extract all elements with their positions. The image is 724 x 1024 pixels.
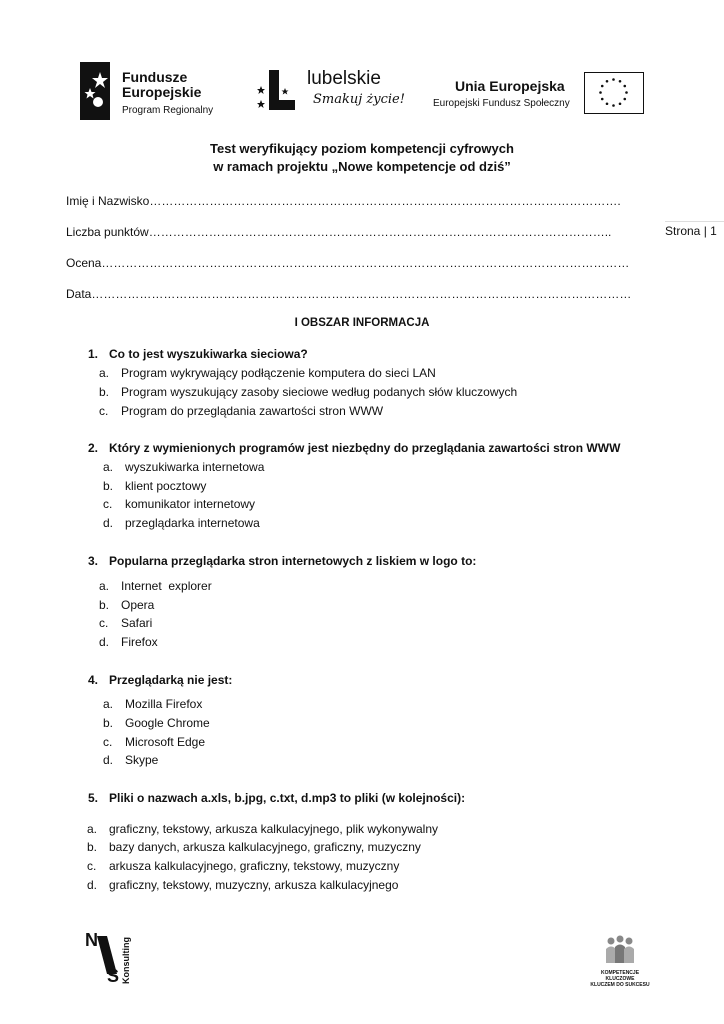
page-side-rule [665,221,724,222]
q5-option-d: d. graficzny, tekstowy, muzyczny, arkusza kalkulacyjnego [87,878,399,892]
question-number: 2. [88,441,99,455]
fe-star-mark-icon [80,62,110,120]
lubelskie-slogan: Smakuj życie! [313,92,405,107]
kk-line1: KOMPETENCJE KLUCZOWE [600,970,640,982]
lubelskie-l-icon [255,68,301,114]
question-text: Przeglądarką nie jest: [109,673,233,687]
kk-line2: KLUCZEM DO SUKCESU [590,982,650,988]
q2-option-b: b. klient pocztowy [103,479,207,493]
ns-konsulting-logo [83,928,138,986]
question-text: Co to jest wyszukiwarka sieciowa? [109,347,308,361]
name-field: Imię i Nazwisko………………………………………………………………………………………………………. [66,194,621,208]
people-group-icon [603,935,637,965]
question-number: 4. [88,673,99,687]
document-title [0,140,724,176]
q2-option-c: c. komunikator internetowy [103,497,256,511]
kompetencje-kluczowe-logo [590,935,650,988]
fe-line2: Europejskie [122,84,202,100]
date-field: Data……………………………………………………………………………………………………………………… [66,287,632,301]
svg-text:N: N [85,930,98,950]
question-4 [88,673,232,687]
q4-option-d: d. Skype [103,753,159,767]
q3-option-c: c. Safari [99,616,153,630]
q3-option-b: b. Opera [99,598,155,612]
q4-option-b: b. Google Chrome [103,716,210,730]
q1-option-b: b. Program wyszukujący zasoby sieciowe według podanych słów kluczowych [99,385,518,399]
q2-option-d: d. przeglądarka internetowa [103,516,260,530]
q5-option-b: b. bazy danych, arkusza kalkulacyjnego, graficzny, muzyczny [87,840,421,854]
q3-option-d: d. Firefox [99,635,158,649]
title-line2: w ramach projektu „Nowe kompetencje od dziś” [213,159,511,174]
fe-line1: Fundusze [122,69,188,85]
question-2 [88,441,620,455]
fundusze-europejskie-logo [80,62,230,120]
question-number: 1. [88,347,99,361]
title-line1: Test weryfikujący poziom kompetencji cyfrowych [210,141,514,156]
lubelskie-name: lubelskie [307,68,381,89]
q4-option-a: a. Mozilla Firefox [103,697,203,711]
question-1 [88,347,308,361]
svg-text:S: S [107,966,120,986]
question-number: 3. [88,554,99,568]
question-text: Popularna przeglądarka stron internetowych z liskiem w logo to: [109,554,477,568]
q5-option-c: c. arkusza kalkulacyjnego, graficzny, tekstowy, muzyczny [87,859,400,873]
ns-konsulting-icon [83,928,138,986]
question-5 [88,791,465,805]
question-3 [88,554,476,568]
ue-fund: Europejski Fundusz Społeczny [433,98,570,109]
q5-option-a: a. graficzny, tekstowy, arkusza kalkulacyjnego, plik wykonywalny [87,822,439,836]
ns-word: Konsulting [121,937,131,984]
q3-option-a: a. Internet explorer [99,579,212,593]
page-number: Strona | 1 [665,224,717,238]
grade-field: Ocena…………………………………………………………………………………………………………………… [66,256,630,270]
section-heading: I OBSZAR INFORMACJA [294,317,430,329]
question-text: Pliki o nazwach a.xls, b.jpg, c.txt, d.mp3 to pliki (w kolejności): [109,791,466,805]
lubelskie-logo [255,68,405,118]
question-number: 5. [88,791,99,805]
q1-option-c: c. Program do przeglądania zawartości stron WWW [99,404,384,418]
ue-name: Unia Europejska [455,78,565,94]
q2-option-a: a. wyszukiwarka internetowa [103,460,265,474]
points-field: Liczba punktów…………………………………………………………………………………………………….. [66,225,612,239]
question-text: Który z wymienionych programów jest niezbędny do przeglądania zawartości stron WWW [109,441,621,455]
fe-line3: Program Regionalny [122,105,214,116]
q4-option-c: c. Microsoft Edge [103,735,206,749]
q1-option-a: a. Program wykrywający podłączenie komputera do sieci LAN [99,366,436,380]
unia-europejska-label [433,78,583,109]
eu-flag-icon [584,72,644,114]
